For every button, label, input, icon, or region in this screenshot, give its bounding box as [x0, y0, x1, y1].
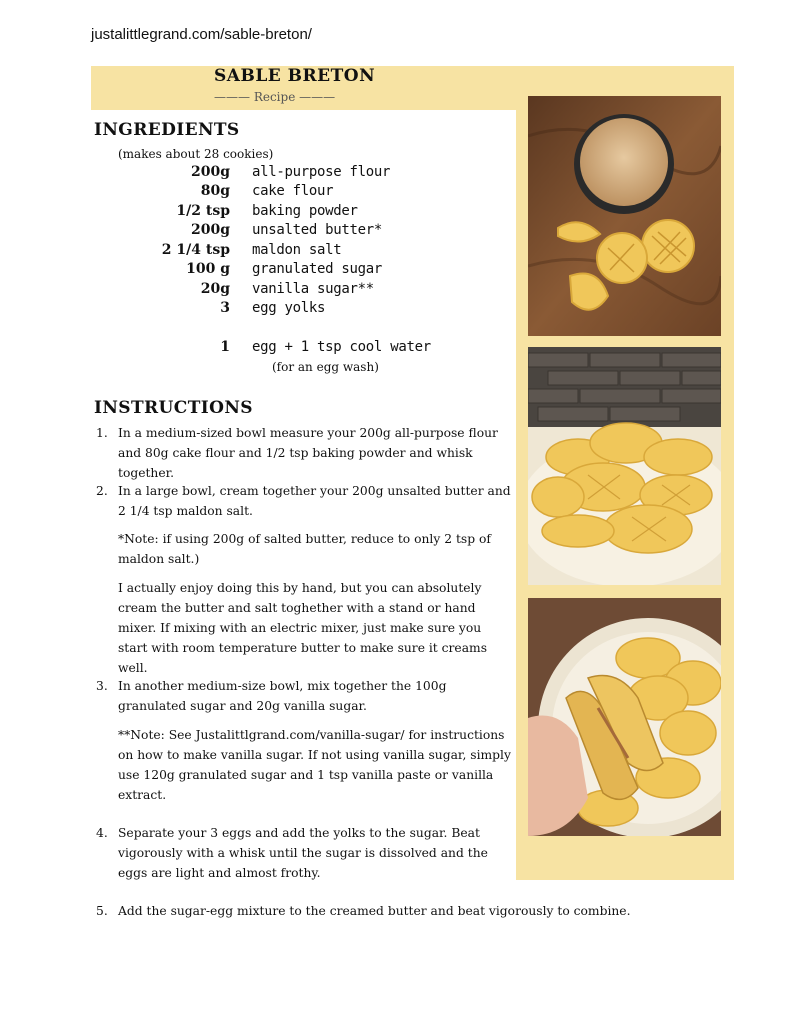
ingredient-row — [130, 242, 530, 262]
ingredient-name: egg + 1 tsp cool water — [252, 339, 431, 355]
photo-plate-of-cookies — [528, 347, 721, 585]
cookie-hand-image — [528, 598, 721, 836]
cookie-plate-image — [528, 347, 721, 585]
ingredient-row — [130, 203, 530, 223]
egg-wash-note: (for an egg wash) — [272, 360, 379, 374]
ingredient-name: vanilla sugar** — [252, 281, 374, 297]
ingredient-name: granulated sugar — [252, 261, 383, 277]
ingredient-name: all-purpose flour — [252, 164, 391, 180]
by-hand-note: I actually enjoy doing this by hand, but you can absolutely cream the butter and salt toghether with a stand or hand mixer. If mixing with an electric mixer, just make sure you start with room temperature butter to make sure it creams well. — [118, 581, 488, 675]
step-text: In a medium-sized bowl measure your 200g all-purpose flour and 80g cake flour and 1/2 tsp baking powder and whisk together. — [118, 426, 498, 480]
ingredient-name: egg yolks — [252, 300, 326, 316]
ingredient-quantity: 3 — [220, 300, 230, 316]
step-number: 5. — [96, 904, 108, 918]
vanilla-sugar-note: **Note: See Justalittlgrand.com/vanilla-sugar/ for instructions on how to make vanilla sugar. If not using vanilla sugar, simply use 120g granulated sugar and 1 tsp vanilla paste or vanilla extract. — [118, 728, 511, 802]
salted-butter-note: *Note: if using 200g of salted butter, reduce to only 2 tsp of maldon salt.) — [118, 532, 491, 566]
step-number: 3. — [96, 679, 108, 693]
photo-cookies-on-wood — [528, 96, 721, 336]
ingredient-quantity: 200g — [190, 164, 230, 180]
yield-note: (makes about 28 cookies) — [118, 147, 274, 161]
ingredient-row — [130, 339, 530, 359]
ingredient-row — [130, 300, 530, 320]
step-number: 4. — [96, 826, 108, 840]
step-text: Add the sugar-egg mixture to the creamed butter and beat vigorously to combine. — [118, 904, 631, 918]
ingredient-name: cake flour — [252, 183, 334, 199]
ingredients-heading: INGREDIENTS — [94, 120, 240, 140]
ingredient-row — [130, 261, 530, 281]
ingredient-quantity: 1/2 tsp — [176, 203, 230, 219]
ingredient-row — [130, 281, 530, 301]
ingredient-name: baking powder — [252, 203, 358, 219]
step-number: 2. — [96, 484, 108, 498]
ingredient-row — [130, 183, 530, 203]
step-text: Separate your 3 eggs and add the yolks to the sugar. Beat vigorously with a whisk until the sugar is dissolved and the eggs are light and almost frothy. — [118, 826, 488, 880]
ingredient-quantity: 1 — [220, 339, 230, 355]
cookies-wood-image — [528, 96, 721, 336]
recipe-title: SABLE BRETON — [214, 66, 376, 86]
photo-cookie-in-hand — [528, 598, 721, 836]
ingredient-row — [130, 164, 530, 184]
step-text: In a large bowl, cream together your 200g unsalted butter and 2 1/4 tsp maldon salt. — [118, 484, 511, 518]
ingredient-quantity: 20g — [200, 281, 230, 297]
ingredient-name: unsalted butter* — [252, 222, 383, 238]
instructions-heading: INSTRUCTIONS — [94, 398, 253, 418]
ingredient-quantity: 80g — [200, 183, 230, 199]
ingredient-quantity: 100 g — [186, 261, 230, 277]
ingredient-name: maldon salt — [252, 242, 342, 258]
step-number: 1. — [96, 426, 108, 440]
ingredient-quantity: 200g — [190, 222, 230, 238]
page-url: justalittlegrand.com/sable-breton/ — [91, 26, 312, 43]
recipe-subtitle: ——— Recipe ——— — [214, 90, 336, 104]
ingredient-row — [130, 222, 530, 242]
step-text: In another medium-size bowl, mix together the 100g granulated sugar and 20g vanilla sugar. — [118, 679, 447, 713]
ingredient-quantity: 2 1/4 tsp — [161, 242, 230, 258]
